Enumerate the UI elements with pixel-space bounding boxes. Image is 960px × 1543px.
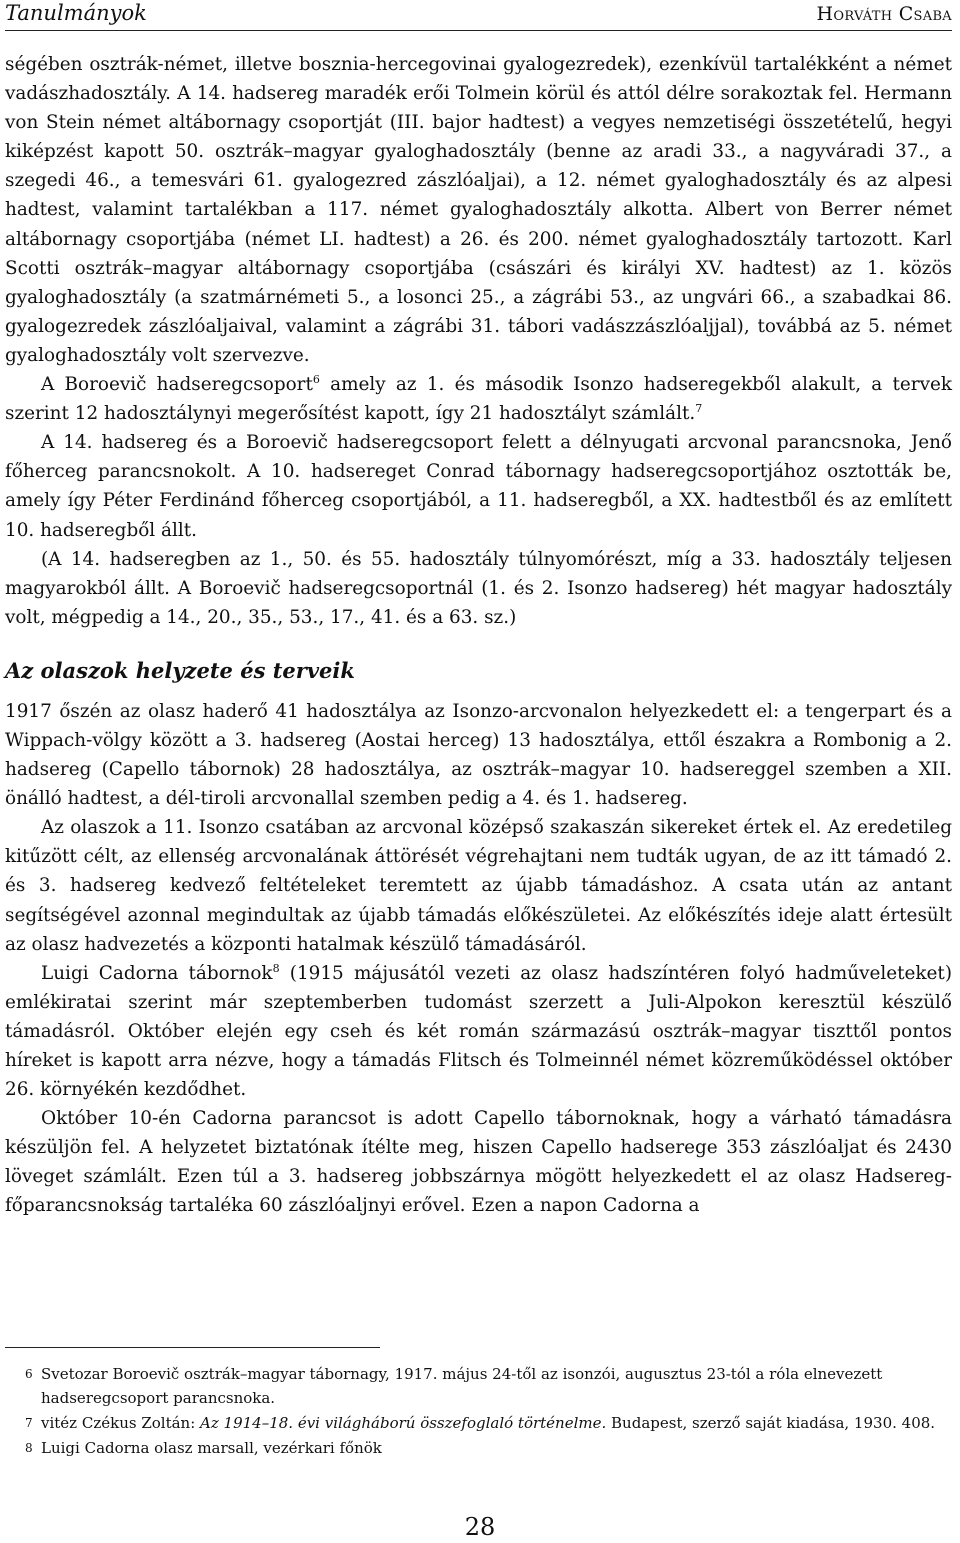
paragraph: A 14. hadsereg és a Boroevič hadseregcsoport felett a délnyugati arcvonal parancsnoka, Jenő főherceg parancsnokolt. A 10. hadsereget Conrad tábornagy hadseregcsoportjához osztották be, amely így Péter Ferdinánd főherceg csoportjából, a 11. hadseregből, a XX. hadtestből és az említett 10. hadseregből állt. — [5, 432, 952, 541]
page-number: 28 — [464, 1513, 496, 1541]
author-name: Horváth Csaba — [816, 3, 952, 25]
text-run: Budapest, szerző saját kiadása, 1930. 408. — [606, 1414, 936, 1432]
text-run: A Boroevič hadseregcsoport — [41, 374, 313, 396]
footnote-text: Luigi Cadorna olasz marsall, vezérkari főnök — [41, 1439, 382, 1457]
text-run: Luigi Cadorna tábornok — [41, 962, 273, 984]
paragraph: 1917 őszén az olasz haderő 41 hadosztálya az Isonzo-arcvonalon helyezkedett el: a tengerpart és a Wippach-völgy között a 3. hadsereg (Aostai herceg) 13 hadosztálya, ettől északra a Rombonig a 2. hadsereg (Capello tábornok) 28 hadosztálya, az osztrák–magyar 10. hadsereggel szemben a XII. önálló hadtest, a dél-tiroli arcvonallal szemben pedig a 4. és 1. hadsereg. — [5, 700, 952, 810]
text-run: vitéz Czékus Zoltán: — [41, 1414, 201, 1432]
paragraph: Az olaszok a 11. Isonzo csatában az arcvonal középső szakaszán sikereket értek el. Az eredetileg kitűzött célt, az ellenség arcvonalának áttörését végrehajtani nem tudták ugyan, de az itt támadó 2. és 3. hadsereg kedvező feltételeket teremtett az újabb támadáshoz. A csata után az antant segítségével azonnal megindultak az újabb támadás előkészületei. Az előkészítés ideje alatt értesült az olasz hadvezetés a központi hatalmak készülő támadásáról. — [5, 817, 952, 955]
main-text — [5, 50, 952, 1221]
footnote — [5, 1436, 952, 1460]
footnote-text: Svetozar Boroevič osztrák–magyar tábornagy, 1917. május 24-től az isonzói, augusztus 23-tól a róla elnevezett hadseregcsoport parancsnoka. — [41, 1365, 883, 1407]
book-title: Az 1914–18. évi világháború összefoglaló történelme. — [200, 1414, 607, 1432]
footnotes — [5, 1362, 952, 1461]
paragraph: ségében osztrák-német, illetve bosznia-hercegovinai gyalogezredek), ezenkívül tartalékként a német vadászhadosztály. A 14. hadsereg maradék erői Tolmein körül és attól délre sorakoztak fel. Hermann von Stein német altábornagy csoportját (III. bajor hadtest) a vegyes nemzetiségi összetételű, hegyi kiképzést kapott 50. osztrák–magyar gyaloghadosztály (benne az aradi 33., a nagyváradi 37., a szegedi 46., a temesvári 61. gyalogezred zászlóaljai), a 12. német gyaloghadosztály és az alpesi hadtest, valamint tartalékban a 117. német gyaloghadosztály alkotta. Albert von Berrer német altábornagy csoportjába (német LI. hadtest) a 26. és 200. német gyaloghadosztály tartozott. Karl Scotti osztrák–magyar altábornagy csoportjába (császári és királyi XV. hadtest) az 1. közös gyaloghadosztály (a szatmárnémeti 5., a losonci 25., a zágrábi 53., az ungvári 66., a szabadkai 86. gyalogezredek zászlóaljaival, valamint a zágrábi 31. tábori vadászzászlóaljjal), továbbá az 5. német gyaloghadosztály volt szervezve. — [5, 54, 952, 366]
paragraph — [5, 959, 952, 1104]
footnote — [5, 1411, 952, 1435]
footnote-number: 8 — [25, 1441, 33, 1455]
footnote-ref[interactable]: 6 — [312, 373, 320, 387]
paragraph — [5, 370, 952, 428]
footnote-number: 7 — [25, 1416, 33, 1430]
running-header — [5, 0, 952, 31]
footnote-divider — [5, 1347, 380, 1348]
footnote-text — [41, 1411, 952, 1435]
text-run: amely az 1. és második Isonzo hadseregekből alakult, a tervek szerint 12 hadosztálynyi megerősítést kapott, így 21 hadosztályt számlált. — [5, 374, 952, 425]
footnote-number: 6 — [25, 1367, 33, 1381]
footnote-ref[interactable]: 8 — [272, 961, 280, 975]
section-heading: Az olaszok helyzete és terveik — [5, 657, 355, 683]
paragraph: Október 10-én Cadorna parancsot is adott Capello tábornoknak, hogy a várható támadásra készüljön fel. A helyzetet biztatónak ítélte meg, hiszen Capello hadserege 353 zászlóaljat és 2430 löveget számlált. Ezen túl a 3. hadsereg jobbszárnya mögött helyezkedett el az olasz Hadsereg-főparancsnokság tartaléka 60 zászlóaljnyi erővel. Ezen a napon Cadorna a — [5, 1108, 952, 1217]
text-run: (1915 májusától vezeti az olasz hadszíntéren folyó hadműveleteket) emlékiratai szerint már szeptemberben tudomást szerzett a Juli-Alpokon keresztül készülő támadásról. Október elején egy cseh és két román származású osztrák–magyar tiszttől pontos híreket is kapott arra nézve, hogy a támadás Flitsch és Tolmeinnél német közreműködéssel október 26. környékén kezdődhet. — [5, 962, 952, 1101]
footnote — [5, 1362, 952, 1410]
section-label: Tanulmányok — [5, 1, 147, 25]
paragraph: (A 14. hadseregben az 1., 50. és 55. hadosztály túlnyomórészt, míg a 33. hadosztály teljesen magyarokból állt. A Boroevič hadseregcsoportnál (1. és 2. Isonzo hadsereg) hét magyar hadosztály volt, mégpedig a 14., 20., 35., 53., 17., 41. és a 63. sz.) — [5, 548, 952, 628]
footnote-ref[interactable]: 7 — [695, 402, 703, 416]
